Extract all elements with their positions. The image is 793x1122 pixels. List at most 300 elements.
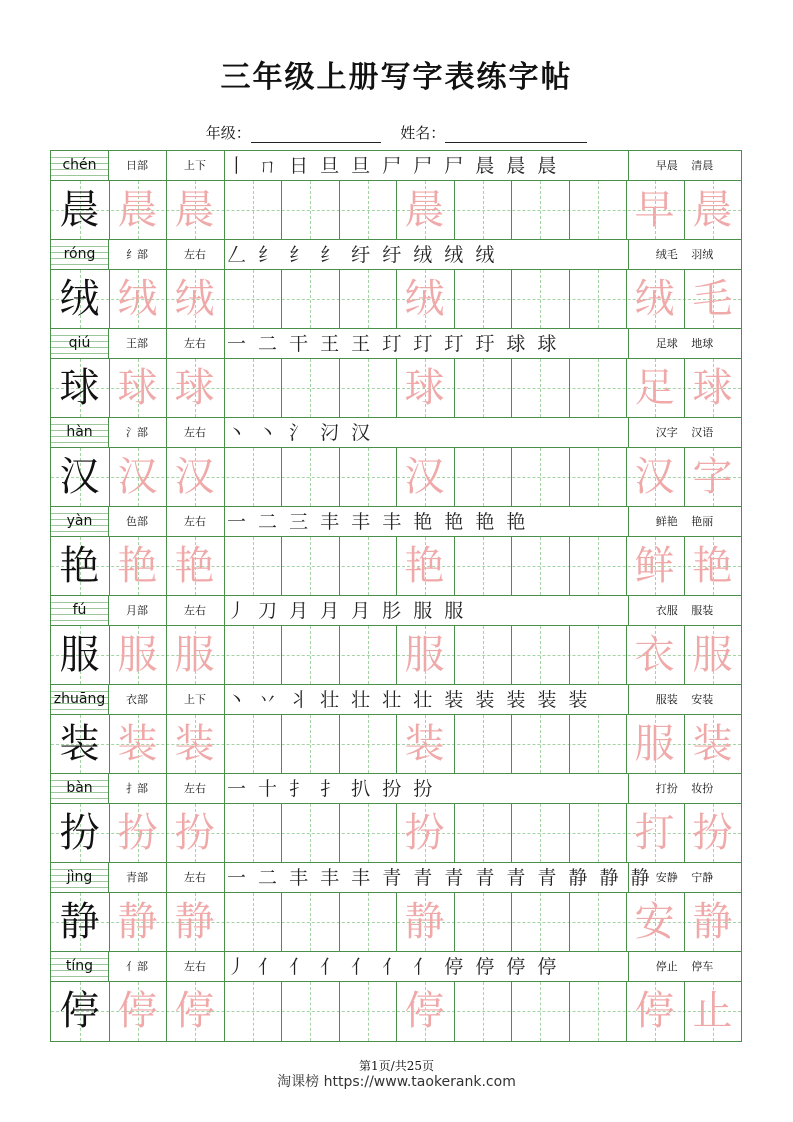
trace-word-char[interactable]: 字 <box>692 454 733 500</box>
practice-row <box>51 804 741 863</box>
practice-row <box>51 359 741 418</box>
structure: 左右 <box>184 871 206 884</box>
grid-line <box>454 537 455 595</box>
guide-line <box>598 715 599 773</box>
guide-line <box>483 537 484 595</box>
guide-line <box>310 181 311 239</box>
grid-line <box>281 893 282 951</box>
grid-line <box>454 804 455 862</box>
radical: 色部 <box>126 515 148 528</box>
char-block <box>51 240 741 329</box>
trace-word-char[interactable]: 绒 <box>634 276 675 322</box>
guide-line <box>253 181 254 239</box>
char-block <box>51 863 741 952</box>
trace-char[interactable]: 艳 <box>174 543 215 589</box>
trace-char[interactable]: 静 <box>174 899 215 945</box>
grid-line <box>224 359 225 417</box>
grid-line <box>454 715 455 773</box>
info-row <box>51 774 741 804</box>
radical: 氵部 <box>126 426 148 439</box>
trace-char[interactable]: 艳 <box>404 543 445 589</box>
guide-line <box>368 448 369 506</box>
model-char: 汉 <box>59 454 100 500</box>
stroke-order: 丶 丷 丬 壮 壮 壮 壮 装 装 装 装 装 <box>227 689 591 711</box>
radical: 月部 <box>126 604 148 617</box>
radical: 青部 <box>126 871 148 884</box>
guide-line <box>483 982 484 1041</box>
guide-line <box>540 448 541 506</box>
grid-line <box>569 270 570 328</box>
grid-line <box>511 893 512 951</box>
grid-line <box>224 685 225 714</box>
guide-line <box>253 448 254 506</box>
grid-line <box>569 448 570 506</box>
char-block <box>51 685 741 774</box>
grid-line <box>569 982 570 1041</box>
trace-word-char[interactable]: 球 <box>692 365 733 411</box>
char-block <box>51 329 741 418</box>
guide-line <box>483 893 484 951</box>
grid-line <box>454 626 455 684</box>
vocab-words: 绒毛 羽绒 <box>655 248 714 261</box>
trace-word-char[interactable]: 停 <box>634 988 675 1034</box>
stroke-order: 一 十 扌 扌 扒 扮 扮 <box>227 778 436 800</box>
page-title: 三年级上册写字表练字帖 <box>220 60 573 95</box>
grid-line <box>224 418 225 447</box>
guide-line <box>540 626 541 684</box>
guide-line <box>598 626 599 684</box>
trace-word-char[interactable]: 装 <box>692 721 733 767</box>
radical: 衣部 <box>126 693 148 706</box>
pinyin: qiú <box>68 335 91 351</box>
grid-line <box>224 626 225 684</box>
grid-line <box>166 596 167 625</box>
trace-char[interactable]: 停 <box>174 988 215 1034</box>
grid-line <box>454 359 455 417</box>
name-field[interactable] <box>445 125 587 143</box>
trace-word-char[interactable]: 毛 <box>692 276 733 322</box>
grid-line <box>628 685 629 714</box>
trace-word-char[interactable]: 汉 <box>634 454 675 500</box>
grid-line <box>224 893 225 951</box>
trace-char[interactable]: 装 <box>404 721 445 767</box>
trace-char[interactable]: 扮 <box>117 810 158 856</box>
grid-line <box>454 982 455 1041</box>
guide-line <box>483 448 484 506</box>
guide-line <box>540 893 541 951</box>
guide-line <box>598 982 599 1041</box>
pinyin: hàn <box>66 424 93 440</box>
pinyin: zhuāng <box>53 691 106 707</box>
grid-line <box>511 181 512 239</box>
grid-line <box>166 774 167 803</box>
trace-char[interactable]: 晨 <box>404 187 445 233</box>
guide-line <box>540 359 541 417</box>
trace-char[interactable]: 装 <box>117 721 158 767</box>
grid-line <box>224 596 225 625</box>
vocab-words: 打扮 妆扮 <box>655 782 714 795</box>
model-char: 晨 <box>59 187 100 233</box>
grid-line <box>281 537 282 595</box>
guide-line <box>598 804 599 862</box>
grid-line <box>339 626 340 684</box>
guide-line <box>310 537 311 595</box>
stroke-order: 丨 ㄇ 日 旦 旦 尸 尸 尸 晨 晨 晨 <box>227 155 560 177</box>
guide-line <box>540 181 541 239</box>
info-row <box>51 418 741 448</box>
info-row <box>51 596 741 626</box>
trace-word-char[interactable]: 安 <box>634 899 675 945</box>
grid-line <box>224 537 225 595</box>
guide-line <box>483 359 484 417</box>
grid-line <box>224 507 225 536</box>
grid-line <box>108 507 109 536</box>
grid-line <box>108 774 109 803</box>
trace-char[interactable]: 扮 <box>174 810 215 856</box>
grid-line <box>339 359 340 417</box>
grid-line <box>628 151 629 180</box>
grid-line <box>339 893 340 951</box>
guide-line <box>310 359 311 417</box>
guide-line <box>368 181 369 239</box>
grade-label: 年级： <box>205 124 251 142</box>
grid-line <box>454 181 455 239</box>
grid-line <box>569 893 570 951</box>
grid-line <box>108 151 109 180</box>
vocab-words: 服装 安装 <box>655 693 714 706</box>
guide-line <box>310 448 311 506</box>
stroke-order: 一 二 丰 丰 丰 青 青 青 青 青 青 静 静 静 <box>227 867 653 889</box>
grid-line <box>339 181 340 239</box>
guide-line <box>598 359 599 417</box>
char-block <box>51 507 741 596</box>
guide-line <box>598 893 599 951</box>
grid-line <box>628 507 629 536</box>
grid-line <box>511 537 512 595</box>
guide-line <box>310 893 311 951</box>
guide-line <box>253 270 254 328</box>
guide-line <box>540 537 541 595</box>
grid-line <box>628 240 629 269</box>
vocab-words: 停止 停车 <box>655 960 714 973</box>
trace-char[interactable]: 停 <box>117 988 158 1034</box>
stroke-order: 丶 丶 氵 汈 汉 <box>227 422 374 444</box>
grid-line <box>224 240 225 269</box>
grid-line <box>339 715 340 773</box>
guide-line <box>310 270 311 328</box>
guide-line <box>368 626 369 684</box>
grid-line <box>108 952 109 981</box>
char-block <box>51 952 741 1041</box>
vocab-words: 足球 地球 <box>655 337 714 350</box>
grid-line <box>281 804 282 862</box>
char-block <box>51 151 741 240</box>
guide-line <box>253 982 254 1041</box>
trace-char[interactable]: 绒 <box>117 276 158 322</box>
grid-line <box>569 804 570 862</box>
guide-line <box>540 982 541 1041</box>
info-row <box>51 240 741 270</box>
practice-grid <box>50 150 742 1042</box>
info-row <box>51 685 741 715</box>
practice-row <box>51 893 741 952</box>
grid-line <box>224 329 225 358</box>
site-footer: 淘课榜 https://www.taokerank.com <box>277 1074 516 1090</box>
pinyin: jìng <box>66 869 93 885</box>
trace-char[interactable]: 绒 <box>174 276 215 322</box>
trace-word-char[interactable]: 足 <box>634 365 675 411</box>
grid-line <box>166 863 167 892</box>
grid-line <box>281 448 282 506</box>
guide-line <box>253 893 254 951</box>
guide-line <box>540 804 541 862</box>
guide-line <box>253 359 254 417</box>
grid-line <box>339 537 340 595</box>
trace-char[interactable]: 晨 <box>174 187 215 233</box>
radical: 扌部 <box>126 782 148 795</box>
grid-line <box>454 270 455 328</box>
grid-line <box>108 596 109 625</box>
vocab-words: 鲜艳 艳丽 <box>655 515 714 528</box>
trace-char[interactable]: 艳 <box>117 543 158 589</box>
trace-char[interactable]: 服 <box>174 632 215 678</box>
grid-line <box>454 448 455 506</box>
trace-word-char[interactable]: 扮 <box>692 810 733 856</box>
grid-line <box>224 151 225 180</box>
guide-line <box>598 448 599 506</box>
trace-char[interactable]: 球 <box>117 365 158 411</box>
trace-char[interactable]: 汉 <box>174 454 215 500</box>
grid-line <box>628 418 629 447</box>
grid-line <box>511 715 512 773</box>
structure: 上下 <box>184 693 206 706</box>
char-block <box>51 418 741 507</box>
guide-line <box>483 181 484 239</box>
grid-line <box>339 448 340 506</box>
grid-line <box>224 982 225 1041</box>
trace-char[interactable]: 绒 <box>404 276 445 322</box>
guide-line <box>368 537 369 595</box>
trace-char[interactable]: 静 <box>117 899 158 945</box>
grid-line <box>224 952 225 981</box>
grid-line <box>281 626 282 684</box>
grid-line <box>166 329 167 358</box>
guide-line <box>253 715 254 773</box>
guide-line <box>253 537 254 595</box>
pinyin: fú <box>72 602 87 618</box>
grid-line <box>628 952 629 981</box>
grid-line <box>166 952 167 981</box>
trace-word-char[interactable]: 静 <box>692 899 733 945</box>
trace-char[interactable]: 服 <box>117 632 158 678</box>
grid-line <box>224 804 225 862</box>
grid-line <box>224 863 225 892</box>
trace-word-char[interactable]: 止 <box>692 988 733 1034</box>
grid-line <box>569 715 570 773</box>
structure: 左右 <box>184 515 206 528</box>
trace-char[interactable]: 汉 <box>404 454 445 500</box>
grid-line <box>108 329 109 358</box>
practice-row <box>51 982 741 1041</box>
grid-line <box>108 418 109 447</box>
model-char: 装 <box>59 721 100 767</box>
pinyin: chén <box>62 157 97 173</box>
model-char: 球 <box>59 365 100 411</box>
trace-char[interactable]: 静 <box>404 899 445 945</box>
grid-line <box>628 863 629 892</box>
guide-line <box>310 804 311 862</box>
guide-line <box>368 270 369 328</box>
model-char: 绒 <box>59 276 100 322</box>
grid-line <box>224 715 225 773</box>
guide-line <box>310 626 311 684</box>
structure: 左右 <box>184 337 206 350</box>
structure: 上下 <box>184 159 206 172</box>
grid-line <box>166 151 167 180</box>
trace-word-char[interactable]: 艳 <box>692 543 733 589</box>
grid-line <box>108 240 109 269</box>
model-char: 艳 <box>59 543 100 589</box>
grid-line <box>569 626 570 684</box>
trace-char[interactable]: 装 <box>174 721 215 767</box>
grid-line <box>569 359 570 417</box>
radical: 纟部 <box>126 248 148 261</box>
stroke-order: 一 二 三 丰 丰 丰 艳 艳 艳 艳 <box>227 511 529 533</box>
guide-line <box>483 804 484 862</box>
student-info <box>0 122 793 143</box>
guide-line <box>253 626 254 684</box>
char-block <box>51 774 741 863</box>
grid-line <box>166 507 167 536</box>
grid-line <box>108 863 109 892</box>
grid-line <box>166 685 167 714</box>
stroke-order: 一 二 干 王 王 玎 玎 玎 玗 球 球 <box>227 333 560 355</box>
char-block <box>51 596 741 685</box>
info-row <box>51 952 741 982</box>
trace-word-char[interactable]: 服 <box>692 632 733 678</box>
practice-row <box>51 537 741 596</box>
guide-line <box>368 893 369 951</box>
trace-char[interactable]: 球 <box>404 365 445 411</box>
grid-line <box>281 982 282 1041</box>
practice-row <box>51 715 741 774</box>
grid-line <box>511 448 512 506</box>
grade-field[interactable] <box>251 125 381 143</box>
pinyin: bàn <box>66 780 93 796</box>
practice-row <box>51 270 741 329</box>
trace-word-char[interactable]: 早 <box>634 187 675 233</box>
grid-line <box>569 537 570 595</box>
radical: 日部 <box>126 159 148 172</box>
trace-word-char[interactable]: 鲜 <box>634 543 675 589</box>
stroke-order: 丿 亻 亻 亻 亻 亻 亻 停 停 停 停 <box>227 956 560 978</box>
grid-line <box>511 982 512 1041</box>
guide-line <box>310 715 311 773</box>
grid-line <box>281 715 282 773</box>
info-row <box>51 863 741 893</box>
guide-line <box>598 270 599 328</box>
practice-row <box>51 626 741 685</box>
grid-line <box>224 774 225 803</box>
radical: 王部 <box>126 337 148 350</box>
info-row <box>51 329 741 359</box>
guide-line <box>368 804 369 862</box>
guide-line <box>598 537 599 595</box>
trace-char[interactable]: 停 <box>404 988 445 1034</box>
grid-line <box>281 270 282 328</box>
grid-line <box>454 893 455 951</box>
vocab-words: 汉字 汉语 <box>655 426 714 439</box>
trace-word-char[interactable]: 晨 <box>692 187 733 233</box>
model-char: 扮 <box>59 810 100 856</box>
trace-word-char[interactable]: 打 <box>634 810 675 856</box>
practice-row <box>51 448 741 507</box>
grid-line <box>511 804 512 862</box>
grid-line <box>511 270 512 328</box>
grid-line <box>224 270 225 328</box>
structure: 左右 <box>184 960 206 973</box>
grid-line <box>628 774 629 803</box>
model-char: 停 <box>59 988 100 1034</box>
grid-line <box>339 270 340 328</box>
grid-line <box>224 448 225 506</box>
trace-word-char[interactable]: 服 <box>634 721 675 767</box>
info-row <box>51 151 741 181</box>
grid-line <box>108 685 109 714</box>
page-number: 第1页/共25页 <box>359 1059 434 1073</box>
structure: 左右 <box>184 248 206 261</box>
structure: 左右 <box>184 782 206 795</box>
trace-char[interactable]: 服 <box>404 632 445 678</box>
stroke-order: 丿 刀 月 月 月 肜 服 服 <box>227 600 467 622</box>
trace-char[interactable]: 汉 <box>117 454 158 500</box>
pinyin: tíng <box>65 958 94 974</box>
guide-line <box>253 804 254 862</box>
guide-line <box>540 270 541 328</box>
structure: 左右 <box>184 426 206 439</box>
trace-char[interactable]: 扮 <box>404 810 445 856</box>
grid-line <box>628 596 629 625</box>
radical: 亻部 <box>126 960 148 973</box>
guide-line <box>368 359 369 417</box>
grid-line <box>339 982 340 1041</box>
guide-line <box>483 626 484 684</box>
pinyin: yàn <box>66 513 93 529</box>
model-char: 服 <box>59 632 100 678</box>
stroke-order: 𠃋 纟 纟 纟 纡 纡 绒 绒 绒 <box>227 244 498 266</box>
pinyin: róng <box>63 246 96 262</box>
trace-word-char[interactable]: 衣 <box>634 632 675 678</box>
practice-row <box>51 181 741 240</box>
vocab-words: 安静 宁静 <box>655 871 714 884</box>
model-char: 静 <box>59 899 100 945</box>
trace-char[interactable]: 球 <box>174 365 215 411</box>
guide-line <box>310 982 311 1041</box>
grid-line <box>281 359 282 417</box>
guide-line <box>540 715 541 773</box>
structure: 左右 <box>184 604 206 617</box>
name-label: 姓名： <box>400 124 446 142</box>
grid-line <box>511 626 512 684</box>
guide-line <box>368 715 369 773</box>
grid-line <box>339 804 340 862</box>
grid-line <box>224 181 225 239</box>
trace-char[interactable]: 晨 <box>117 187 158 233</box>
guide-line <box>483 270 484 328</box>
guide-line <box>368 982 369 1041</box>
guide-line <box>598 181 599 239</box>
vocab-words: 衣服 服装 <box>655 604 714 617</box>
